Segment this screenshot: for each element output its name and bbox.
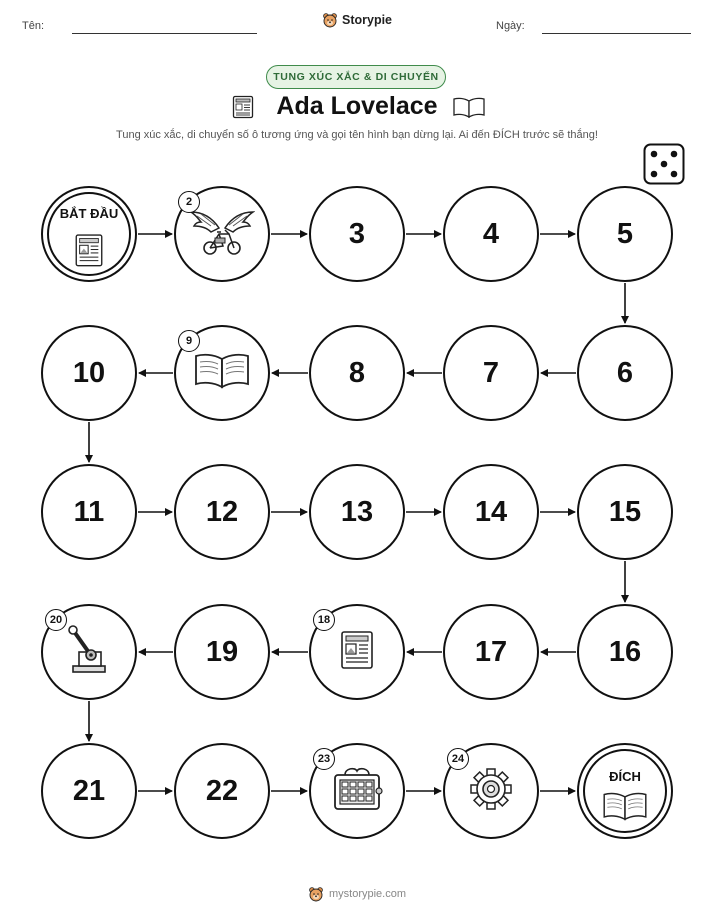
start-space <box>41 186 137 282</box>
space-number-badge: 20 <box>45 609 67 631</box>
board-space-13 <box>309 464 405 560</box>
space-number-badge: 2 <box>178 191 200 213</box>
board-space-23 <box>309 743 405 839</box>
space-number: 11 <box>73 495 105 528</box>
space-number: 3 <box>348 217 366 250</box>
calculating-machine-icon <box>331 765 383 818</box>
board-space-24 <box>443 743 539 839</box>
space-number: 16 <box>608 635 642 668</box>
board-space-3 <box>309 186 405 282</box>
newspaper-icon <box>75 233 104 271</box>
book-icon <box>193 352 251 395</box>
board-space-5 <box>577 186 673 282</box>
space-number: 12 <box>205 495 239 528</box>
board-space-2 <box>174 186 270 282</box>
space-number-badge: 9 <box>178 330 200 352</box>
activity-badge: TUNG XÚC XẮC & DI CHUYỂN <box>266 65 446 89</box>
space-number: 15 <box>608 495 642 528</box>
date-label: Ngày: <box>496 20 525 32</box>
board-space-7 <box>443 325 539 421</box>
board-space-8 <box>309 325 405 421</box>
bear-mascot-icon <box>308 886 324 902</box>
page-title: Ada Lovelace <box>276 92 438 120</box>
book-icon <box>602 791 648 825</box>
space-number-badge: 23 <box>313 748 335 770</box>
board-space-14 <box>443 464 539 560</box>
footer-url: mystorypie.com <box>328 888 407 900</box>
board-space-18 <box>309 604 405 700</box>
space-number: 6 <box>616 356 634 389</box>
board-space-6 <box>577 325 673 421</box>
newspaper-icon <box>340 630 374 675</box>
space-number: 7 <box>482 356 500 389</box>
finish-label: ĐÍCH <box>609 769 641 784</box>
board-space-17 <box>443 604 539 700</box>
board-space-10 <box>41 325 137 421</box>
finish-space <box>577 743 673 839</box>
board-space-22 <box>174 743 270 839</box>
board-space-9 <box>174 325 270 421</box>
space-number: 14 <box>474 495 508 528</box>
space-number: 17 <box>474 635 508 668</box>
brand-name: Storypie <box>342 13 393 27</box>
space-number: 4 <box>482 217 500 250</box>
board-space-21 <box>41 743 137 839</box>
name-label: Tên: <box>22 20 45 32</box>
start-label: BẮT ĐẦU <box>59 206 119 221</box>
board-space-20 <box>41 604 137 700</box>
board-space-12 <box>174 464 270 560</box>
space-number: 19 <box>205 635 239 668</box>
space-number: 10 <box>72 356 106 389</box>
board-space-11 <box>41 464 137 560</box>
footer <box>0 886 714 902</box>
space-number: 8 <box>348 356 366 389</box>
winged-bicycle-icon <box>189 206 255 263</box>
space-number: 13 <box>340 495 374 528</box>
space-number-badge: 24 <box>447 748 469 770</box>
space-number: 22 <box>205 774 239 807</box>
lever-icon <box>67 624 111 681</box>
gear-icon <box>469 767 513 816</box>
instructions-text: Tung xúc xắc, di chuyển số ô tương ứng và gọi tên hình bạn dừng lại. Ai đến ĐÍCH trước sẽ thắng! <box>116 129 598 141</box>
board-space-15 <box>577 464 673 560</box>
space-number-badge: 18 <box>313 609 335 631</box>
space-number: 5 <box>616 217 634 250</box>
board-space-19 <box>174 604 270 700</box>
board-space-16 <box>577 604 673 700</box>
board-space-4 <box>443 186 539 282</box>
space-number: 21 <box>72 774 106 807</box>
